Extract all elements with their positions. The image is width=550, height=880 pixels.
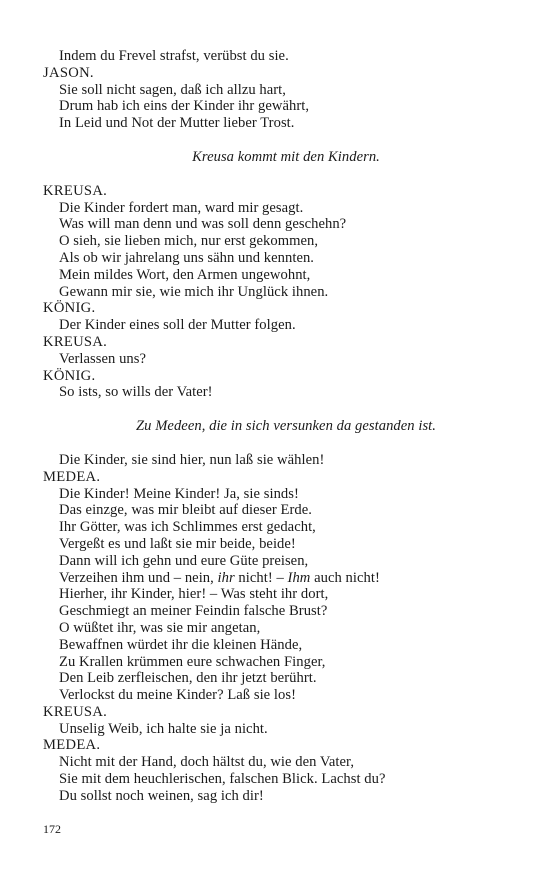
verse-line: Als ob wir jahrelang uns sähn und kennten. <box>59 249 315 266</box>
verse-line: Die Kinder fordert man, ward mir gesagt. <box>59 199 304 216</box>
verse-line: Mein mildes Wort, den Armen ungewohnt, <box>59 266 311 283</box>
verse-line: Das einzge, was mir bleibt auf dieser Erde. <box>59 502 312 519</box>
verse-line: Zu Krallen krümmen eure schwachen Finger, <box>59 653 326 670</box>
emphasis-text: ihr <box>217 569 235 586</box>
verse-line: Gewann mir sie, wie mich ihr Unglück ihnen. <box>59 283 329 300</box>
verse-line: Vergeßt es und laßt sie mir beide, beide! <box>59 535 296 552</box>
verse-line: Du sollst noch weinen, sag ich dir! <box>59 787 264 804</box>
verse-line: Der Kinder eines soll der Mutter folgen. <box>59 317 296 334</box>
verse-line: Bewaffnen würdet ihr die kleinen Hände, <box>59 636 303 653</box>
verse-line: Die Kinder! Meine Kinder! Ja, sie sinds! <box>59 485 299 502</box>
verse-line: Geschmiegt an meiner Feindin falsche Brust? <box>59 603 328 620</box>
verse-line: Drum hab ich eins der Kinder ihr gewährt, <box>59 98 310 115</box>
verse-text: nicht! – <box>234 569 288 586</box>
speaker-name: KÖNIG. <box>43 367 96 384</box>
stage-direction: Kreusa kommt mit den Kindern. <box>192 148 380 165</box>
speaker-name: MEDEA. <box>43 737 101 754</box>
verse-line: Indem du Frevel strafst, verübst du sie. <box>59 48 289 64</box>
verse-text: Verzeihen ihm und – nein, <box>59 569 218 586</box>
verse-line: Ihr Götter, was ich Schlimmes erst gedacht, <box>59 519 316 536</box>
verse-line: Die Kinder, sie sind hier, nun laß sie wählen! <box>59 451 325 468</box>
verse-line-with-emphasis <box>43 570 513 587</box>
stage-direction: Zu Medeen, die in sich versunken da gestanden ist. <box>136 418 436 435</box>
verse-line: In Leid und Not der Mutter lieber Trost. <box>59 115 295 132</box>
emphasis-text: Ihm <box>287 569 311 586</box>
page-number: 172 <box>43 822 61 836</box>
speaker-name: JASON. <box>43 64 94 81</box>
verse-line: O wüßtet ihr, was sie mir angetan, <box>59 619 261 636</box>
verse-line: Sie soll nicht sagen, daß ich allzu hart, <box>59 81 286 98</box>
verse-line: Den Leib zerfleischen, den ihr jetzt berührt. <box>59 670 317 687</box>
verse-line: Verlockst du meine Kinder? Laß sie los! <box>59 687 297 704</box>
verse-line: Was will man denn und was soll denn geschehn? <box>59 216 347 233</box>
verse-line: Verlassen uns? <box>59 350 147 367</box>
verse-line: O sieh, sie lieben mich, nur erst gekommen, <box>59 233 319 250</box>
play-text <box>43 48 513 805</box>
verse-line: Unselig Weib, ich halte sie ja nicht. <box>59 720 268 737</box>
verse-line: So ists, so wills der Vater! <box>59 384 213 401</box>
verse-line: Dann will ich gehn und eure Güte preisen, <box>59 552 309 569</box>
verse-line: Hierher, ihr Kinder, hier! – Was steht ihr dort, <box>59 586 329 603</box>
verse-text: auch nicht! <box>310 569 380 586</box>
speaker-name: KREUSA. <box>43 703 108 720</box>
verse-line: Nicht mit der Hand, doch hältst du, wie den Vater, <box>59 754 355 771</box>
speaker-name: MEDEA. <box>43 468 101 485</box>
speaker-name: KREUSA. <box>43 182 108 199</box>
speaker-name: KÖNIG. <box>43 300 96 317</box>
verse-line: Sie mit dem heuchlerischen, falschen Blick. Lachst du? <box>59 771 386 788</box>
speaker-name: KREUSA. <box>43 333 108 350</box>
